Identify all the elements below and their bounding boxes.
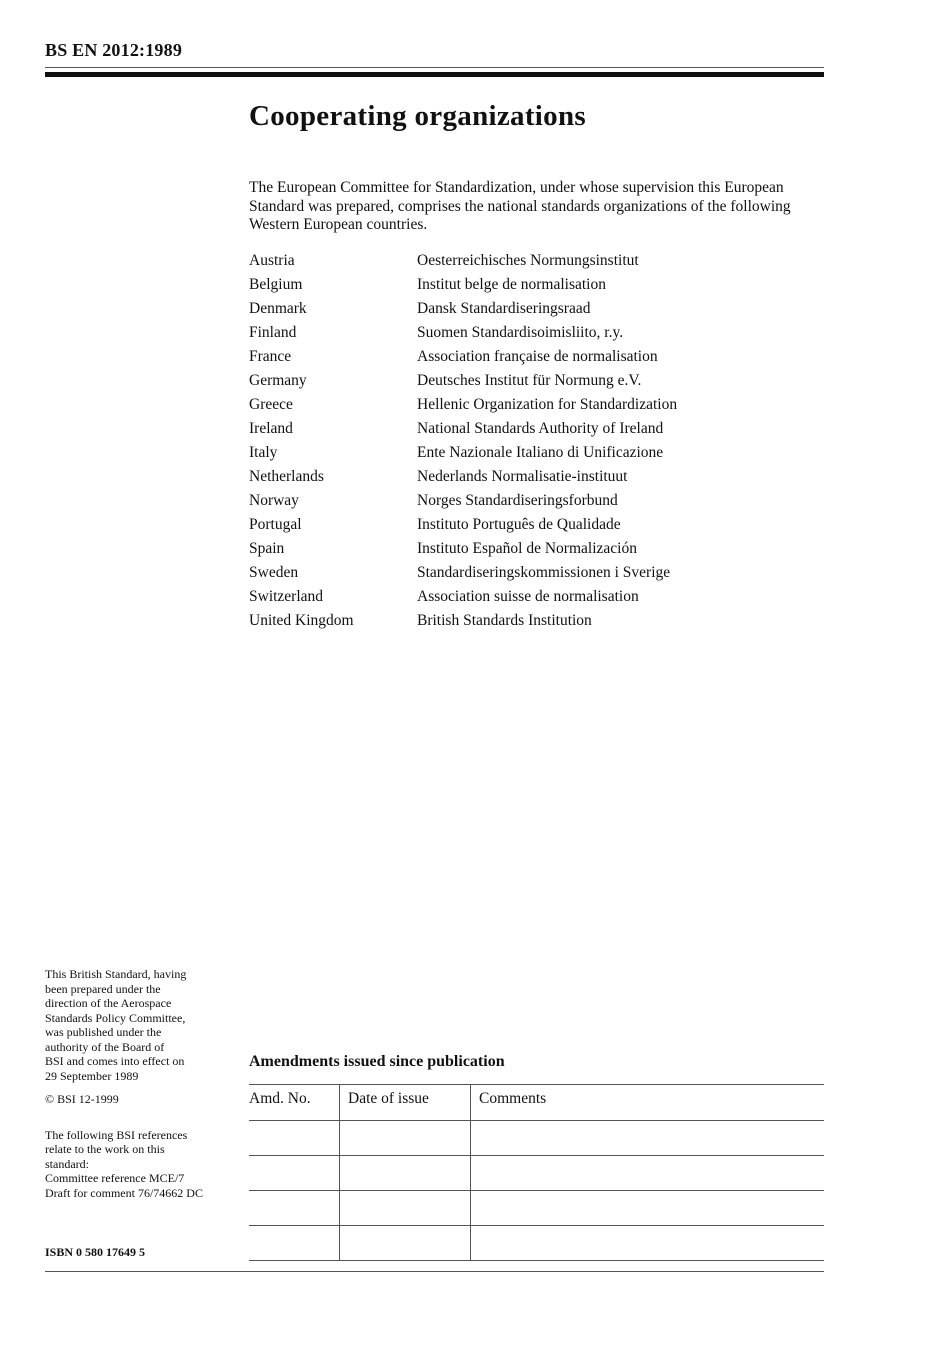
organization-country: Germany xyxy=(249,372,307,389)
table-row xyxy=(249,1226,824,1261)
organization-country: Austria xyxy=(249,252,295,269)
organization-row xyxy=(249,610,829,634)
organization-name: British Standards Institution xyxy=(417,612,592,629)
date-of-issue-cell xyxy=(340,1156,471,1191)
note-line: BSI and comes into effect on xyxy=(45,1054,185,1068)
organization-row xyxy=(249,250,829,274)
note-line: relate to the work on this xyxy=(45,1142,165,1156)
organization-name: Norges Standardiseringsforbund xyxy=(417,492,618,509)
amendments-heading: Amendments issued since publication xyxy=(249,1053,505,1070)
comments-cell xyxy=(471,1121,825,1156)
organization-country: Switzerland xyxy=(249,588,324,605)
organization-row xyxy=(249,442,829,466)
organization-country: Belgium xyxy=(249,276,303,293)
table-row xyxy=(249,1191,824,1226)
organization-country: Spain xyxy=(249,540,285,557)
organization-name: Oesterreichisches Normungsinstitut xyxy=(417,252,639,269)
publication-note xyxy=(45,967,235,1200)
organization-row xyxy=(249,298,829,322)
organization-country: Greece xyxy=(249,396,293,413)
comments-cell xyxy=(471,1156,825,1191)
note-line: been prepared under the xyxy=(45,981,161,996)
date-of-issue-cell xyxy=(340,1226,471,1261)
organization-country: Italy xyxy=(249,444,278,461)
organization-row xyxy=(249,418,829,442)
organization-row xyxy=(249,538,829,562)
date-of-issue-cell xyxy=(340,1121,471,1156)
amendments-table xyxy=(249,1084,824,1261)
organization-name: Institut belge de normalisation xyxy=(417,276,606,293)
note-line: This British Standard, having xyxy=(45,967,187,981)
organization-row xyxy=(249,394,829,418)
isbn: ISBN 0 580 17649 5 xyxy=(45,1245,146,1259)
comments-cell xyxy=(471,1191,825,1226)
organization-name: Nederlands Normalisatie-instituut xyxy=(417,468,628,485)
organization-row xyxy=(249,514,829,538)
organization-country: Norway xyxy=(249,492,299,509)
organization-name: Instituto Português de Qualidade xyxy=(417,516,621,533)
publication-statement xyxy=(45,967,235,1083)
note-line: standard: xyxy=(45,1156,89,1171)
organization-country: Sweden xyxy=(249,564,299,581)
note-line: direction of the Aerospace xyxy=(45,996,172,1010)
column-header-comments: Comments xyxy=(471,1085,825,1121)
organization-name: Instituto Español de Normalización xyxy=(417,540,637,557)
note-line: The following BSI references xyxy=(45,1127,188,1142)
column-header-amd-no: Amd. No. xyxy=(249,1085,340,1121)
note-line: authority of the Board of xyxy=(45,1039,165,1054)
note-line: Standards Policy Committee, xyxy=(45,1010,186,1025)
comments-cell xyxy=(471,1226,825,1261)
header-rule-thick xyxy=(45,72,824,77)
organization-name: Hellenic Organization for Standardization xyxy=(417,396,678,413)
organization-row xyxy=(249,346,829,370)
organization-country: France xyxy=(249,348,292,365)
date-of-issue-cell xyxy=(340,1191,471,1226)
page-title: Cooperating organizations xyxy=(249,100,586,132)
organization-row xyxy=(249,274,829,298)
bsi-references xyxy=(45,1128,235,1201)
organization-row xyxy=(249,490,829,514)
organization-country: Ireland xyxy=(249,420,293,437)
column-header-date-of-issue: Date of issue xyxy=(340,1085,471,1121)
note-line: Draft for comment 76/74662 DC xyxy=(45,1185,203,1200)
organization-row xyxy=(249,562,829,586)
organization-row xyxy=(249,322,829,346)
organization-name: Deutsches Institut für Normung e.V. xyxy=(417,372,642,389)
amd-no-cell xyxy=(249,1121,340,1156)
note-line: 29 September 1989 xyxy=(45,1068,139,1083)
organization-row xyxy=(249,370,829,394)
amd-no-cell xyxy=(249,1191,340,1226)
organization-country: Netherlands xyxy=(249,468,324,485)
organization-name: Suomen Standardisoimisliito, r.y. xyxy=(417,324,624,341)
amendments-header-row xyxy=(249,1085,824,1121)
document-id: BS EN 2012:1989 xyxy=(45,40,183,60)
organization-name: Association suisse de normalisation xyxy=(417,588,639,605)
table-row xyxy=(249,1121,824,1156)
copyright-notice: © BSI 12-1999 xyxy=(45,1092,119,1106)
organization-row xyxy=(249,586,829,610)
organizations-list xyxy=(249,250,829,634)
amd-no-cell xyxy=(249,1156,340,1191)
note-line: was published under the xyxy=(45,1025,162,1039)
organization-name: Standardiseringskommissionen i Sverige xyxy=(417,564,671,581)
note-line: Committee reference MCE/7 xyxy=(45,1171,185,1185)
organization-country: United Kingdom xyxy=(249,612,354,629)
organization-country: Portugal xyxy=(249,516,302,533)
amd-no-cell xyxy=(249,1226,340,1261)
organization-name: Ente Nazionale Italiano di Unificazione xyxy=(417,444,664,461)
header-rule-thin xyxy=(45,67,824,68)
organization-country: Denmark xyxy=(249,300,307,317)
organization-name: Dansk Standardiseringsraad xyxy=(417,300,591,317)
organization-country: Finland xyxy=(249,324,297,341)
organization-row xyxy=(249,466,829,490)
intro-paragraph: The European Committee for Standardization, under whose supervision this European Standard was prepared, comprises the national standards organizations of the following Western European countries. xyxy=(249,179,791,233)
footer-rule xyxy=(45,1271,824,1272)
table-row xyxy=(249,1156,824,1191)
organization-name: National Standards Authority of Ireland xyxy=(417,420,664,437)
organization-name: Association française de normalisation xyxy=(417,348,658,365)
